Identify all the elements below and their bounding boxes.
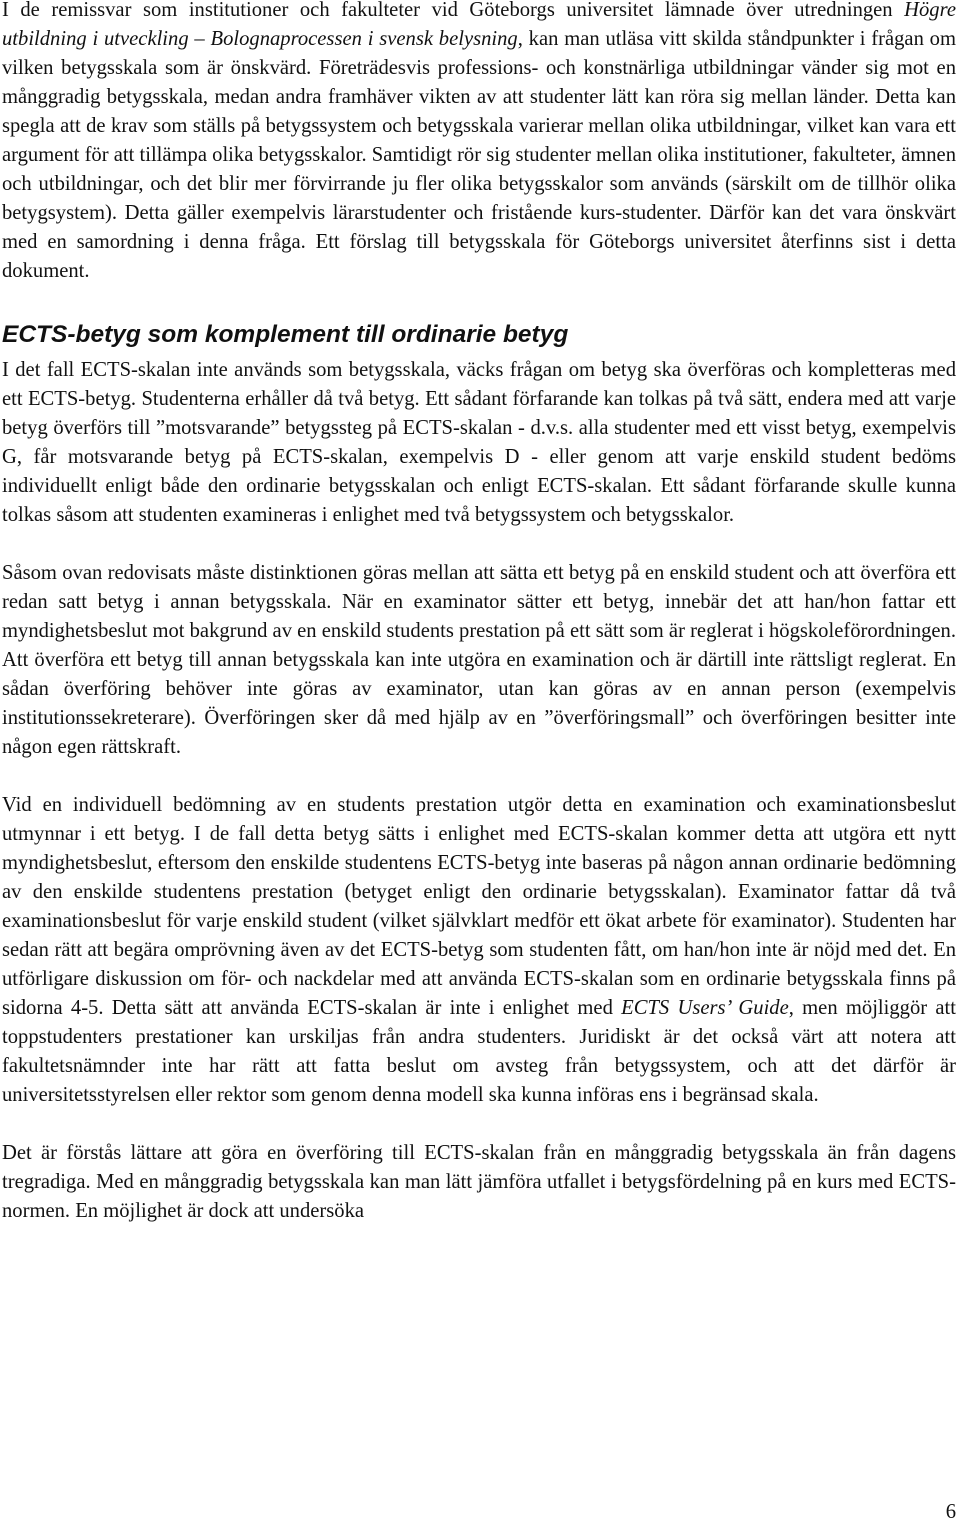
paragraph-distinction: Såsom ovan redovisats måste distinktionen göras mellan att sätta ett betyg på en enskild student och att överföra ett redan satt betyg i annan betygsskala. När en examinator sätter ett betyg, innebär det att han/hon fattar ett myndighetsbeslut mot bakgrund av en enskild students prestation på ett sätt som är reglerat i högskoleförordningen. Att överföra ett betyg till annan betygsskala kan inte utgöra en examination och är därtill inte rättsligt reglerat. En sådan överföring behöver inte göras av examinator, utan kan göras av en annan person (exempelvis institutionssekreterare). Överföringen sker då med hjälp av en ”överföringsmall” och överföringen besitter inte någon egen rättskraft. <box>2 562 956 758</box>
paragraph-intro-text-2: , kan man utläsa vitt skilda ståndpunkter i frågan om vilken betygsskala som är önskvärd. Företrädesvis professions- och konstnärliga utbildningar vänder sig mot en månggradig betygsskala, medan andra framhäver vikten av att studenter lätt kan röra sig mellan länder. Detta kan spegla att de krav som ställs på betygssystem och betygsskala varierar mellan olika utbildningar, vilket kan vara ett argument för att tillämpa olika betygsskalor. Samtidigt rör sig studenter mellan olika institutioner, fakulteter, ämnen och utbildningar, och det blir mer förvirrande ju fler olika betygsskalor som används (särskilt om de tillhör olika betygsystem). Detta gäller exempelvis lärarstudenter och fristående kurs-studenter. Därför kan det vara önskvärt med en samordning i denna fråga. Ett förslag till betygsskala för Göteborgs universitet återfinns sist i detta dokument. <box>2 28 956 282</box>
section-heading: ECTS-betyg som komplement till ordinarie betyg <box>2 321 569 348</box>
paragraph-conversion: Det är förstås lättare att göra en överföring till ECTS-skalan från en månggradig betygsskala än från dagens tregradiga. Med en månggradig betygsskala kan man lätt jämföra utfallet i betygsfördelning på en kurs med ECTS-normen. En möjlighet är dock att undersöka <box>2 1142 956 1222</box>
ects-users-guide-title: ECTS Users’ Guide <box>621 997 789 1019</box>
paragraph-individual-assessment <box>2 791 956 1110</box>
paragraph-ects-transfer: I det fall ECTS-skalan inte används som betygsskala, väcks frågan om betyg ska överföras och kompletteras med ett ECTS-betyg. Studenterna erhåller då två betyg. Ett sådant förfarande kan tolkas på två sätt, endera med att varje betyg överförs till ”motsvarande” betygssteg på ECTS-skalan - d.v.s. alla studenter med ett visst betyg, exempelvis G, får motsvarande betyg på ECTS-skalan, exempelvis D - eller genom att varje enskild student bedöms individuellt enligt både den ordinarie betygsskalan och enligt ECTS-skalan. Ett sådant förfarande skulle kunna tolkas såsom att studenten examineras i enlighet med två betygssystem och betygsskalor. <box>2 359 956 526</box>
paragraph-individual-assessment-text-1: Vid en individuell bedömning av en students prestation utgör detta en examination och examinationsbeslut utmynnar i ett betyg. I de fall detta betyg sätts i enlighet med ECTS-skalan kommer detta att utgöra ett nytt myndighetsbeslut, eftersom den enskilde studentens ECTS-betyg inte baseras på någon annan ordinarie bedömning av den enskilde studentens prestation (betyget enligt den ordinarie betygsskalan). Examinator fattar då två examinationsbeslut för varje enskild student (vilket självklart medför ett ökat arbete för examinator). Studenten har sedan rätt att begära omprövning även av det ECTS-betyg som studenten fått, om han/hon inte är nöjd med det. En utförligare diskussion om för- och nackdelar med att använda ECTS-skalan som en ordinarie betygsskala finns på sidorna 4-5. Detta sätt att använda ECTS-skalan är inte i enlighet med <box>2 794 956 1019</box>
report-title: Högre utbildning i utveckling – Bolognaprocessen i svensk belysning <box>2 0 956 50</box>
paragraph-individual-assessment-text-2: , men möjliggör att toppstudenters prestationer kan urskiljas från andra studenters. Juridiskt är det också värt att notera att fakultetsnämnder inte har rätt att fatta beslut om avsteg från betygssystem, och att det därför är universitetsstyrelsen eller rektor som genom denna modell ska kunna införas ens i begränsad skala. <box>2 997 956 1106</box>
page-number: 6 <box>945 1501 956 1523</box>
paragraph-intro-text-1: I de remissvar som institutioner och fakulteter vid Göteborgs universitet lämnade över utredningen <box>2 0 905 21</box>
paragraph-intro <box>2 0 956 286</box>
